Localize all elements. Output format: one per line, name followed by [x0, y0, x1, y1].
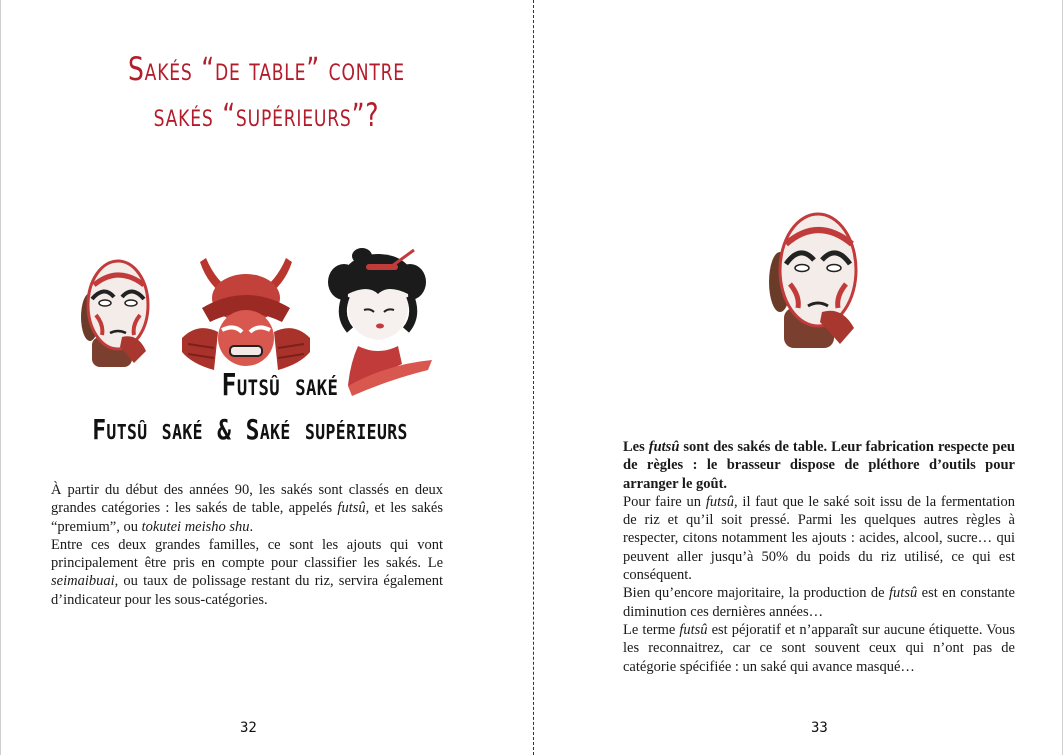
page-title	[59, 46, 475, 138]
paragraph	[623, 493, 1015, 584]
paragraph	[623, 621, 1015, 676]
italic-term: tokutei meisho shu	[141, 518, 250, 535]
paragraph	[623, 584, 1015, 621]
text-run: est péjoratif et n’apparaît sur aucune étiquette. Vous les reconnaitrez, car ce sont souvent ceux qui n’ont pas de catégorie spécifiée : un saké qui avance masqué…	[623, 621, 1015, 675]
text-run: Pour faire un	[623, 493, 706, 510]
text-run: , et les sakés “premium”, ou	[51, 500, 443, 535]
text-run: Les	[623, 439, 649, 455]
text-run: sont des sakés de table. Leur fabrication respecte peu de règles : le brasseur dispose de pléthore d’outils pour arranger le goût.	[623, 439, 1015, 492]
samurai-helmet-illustration	[178, 252, 314, 376]
italic-term: futsû	[679, 621, 708, 638]
italic-term: futsû	[705, 493, 735, 510]
text-run: .	[249, 518, 254, 535]
kabuki-mask-illustration	[764, 208, 864, 354]
italic-term: futsû	[889, 585, 918, 602]
page-number-right: 33	[811, 720, 828, 736]
italic-term: futsû	[337, 500, 366, 517]
text-run: Bien qu’encore majoritaire, la production de	[623, 585, 890, 602]
page-number-left: 32	[240, 720, 257, 736]
section-heading-right: Futsû saké	[221, 368, 339, 403]
title-line-1: Sakés “de table” contre	[128, 50, 405, 88]
section-heading-left: Futsû saké & Saké supérieurs	[92, 413, 408, 446]
text-run: Le terme	[623, 621, 680, 638]
text-run: , ou taux de polissage restant du riz, servira également d’indicateur pour les sous-catégories.	[51, 573, 443, 608]
italic-term: seimaibuai	[51, 573, 115, 590]
title-line-2: sakés “supérieurs”?	[153, 96, 380, 134]
paragraph	[51, 481, 443, 536]
left-body-text	[51, 481, 443, 609]
paragraph	[51, 536, 443, 609]
page-fold-divider	[533, 0, 534, 755]
italic-term: futsû	[648, 439, 680, 455]
lead-paragraph	[623, 438, 1015, 493]
right-body-text	[623, 438, 1015, 676]
text-run: Entre ces deux grandes familles, ce sont les ajouts qui vont principalement être pris en compte pour classifier les sakés. Le	[51, 536, 443, 572]
text-run: À partir du début des années 90, les sakés sont classés en deux grandes catégories : les sakés de table, appelés	[51, 482, 443, 517]
text-run: , il faut que le saké soit issu de la fermentation de riz et qu’il soit pressé. Parmi les quelques autres règles à respecter, citons notamment les ajouts : acides, alcool, sucre… qui peuvent aller jusqu’à 50% du poids du riz utilisé, ce qui est conséquent.	[623, 493, 1015, 584]
kabuki-mask-illustration	[74, 255, 156, 370]
text-run: est en constante diminution ces dernières années…	[623, 585, 1015, 620]
